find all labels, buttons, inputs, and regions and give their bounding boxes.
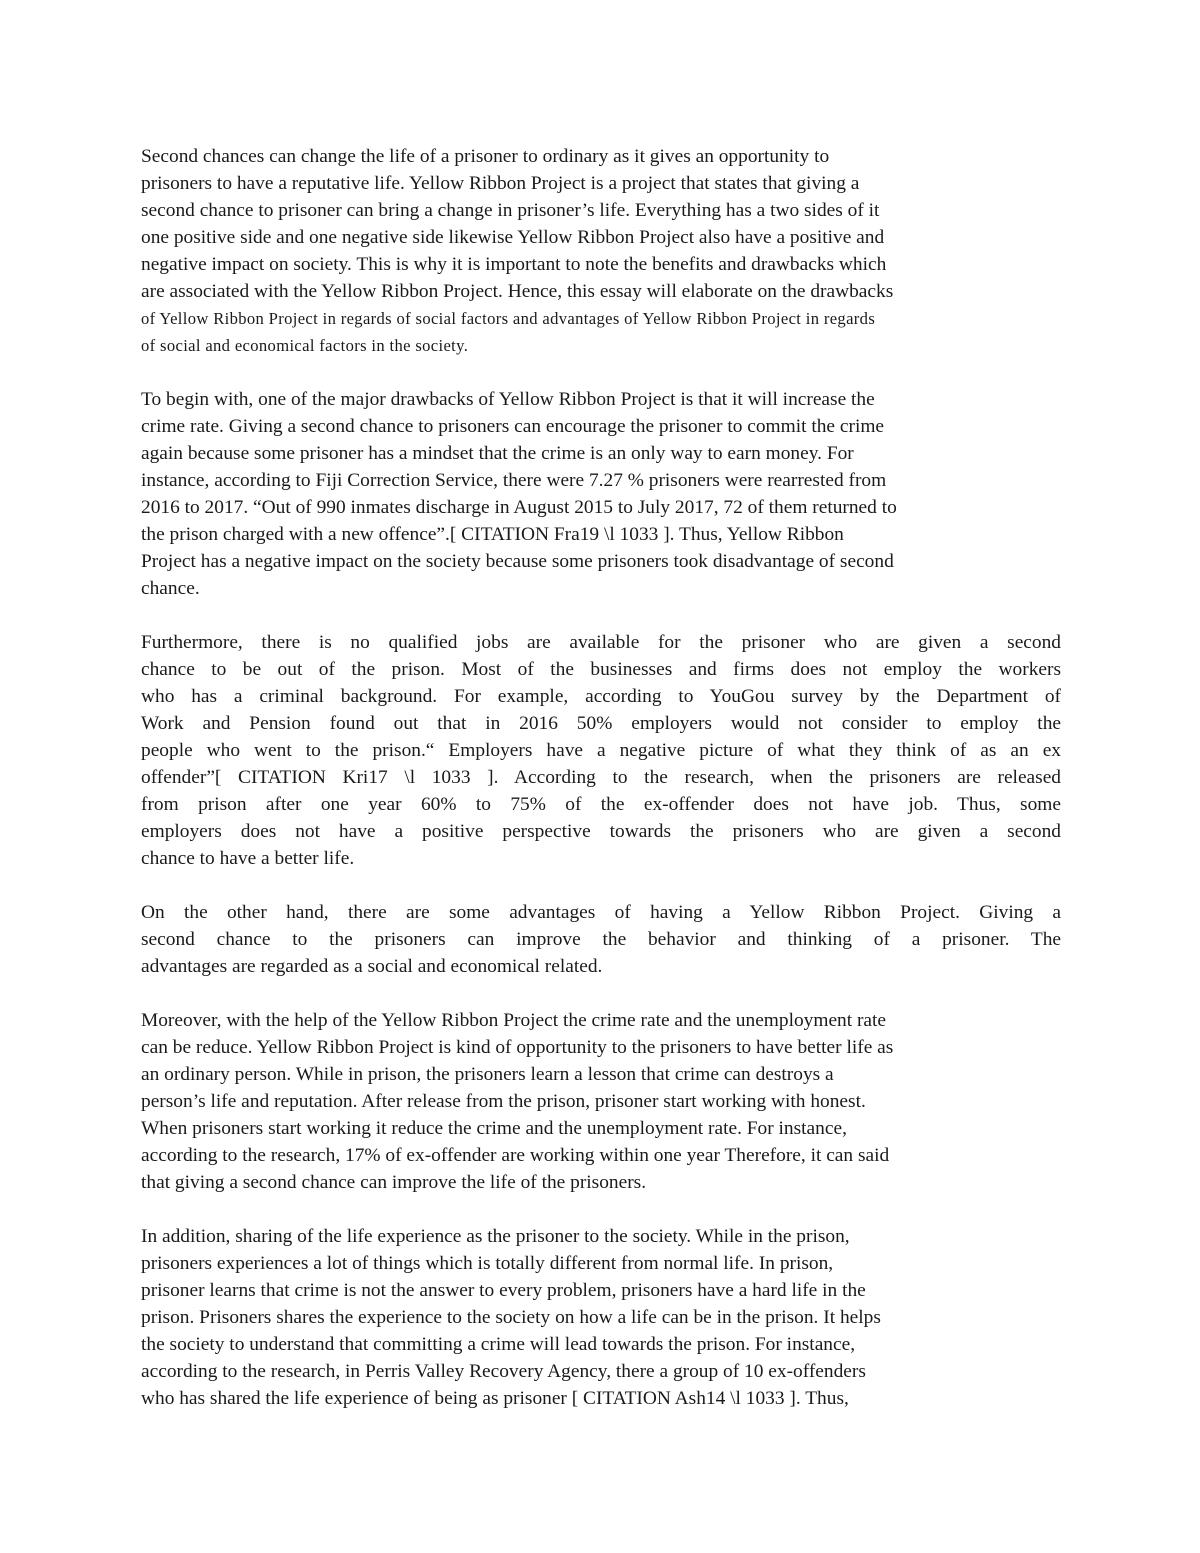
text-line: chance to be out of the prison. Most of the businesses and firms does not employ the workers (141, 659, 1061, 680)
paragraph-advantages (141, 899, 1061, 980)
text-line: instance, according to Fiji Correction Service, there were 7.27 % prisoners were rearrested from (141, 470, 887, 491)
text-line: chance to have a better life. (141, 848, 355, 869)
paragraph-crime-rate (141, 386, 1061, 602)
text-line: one positive side and one negative side likewise Yellow Ribbon Project also have a positive and (141, 227, 885, 248)
text-line: from prison after one year 60% to 75% of the ex-offender does not have job. Thus, some (141, 794, 1061, 815)
text-line: the society to understand that committing a crime will lead towards the prison. For instance, (141, 1334, 856, 1355)
text-line: prisoners to have a reputative life. Yellow Ribbon Project is a project that states that giving a (141, 173, 860, 194)
text-line: When prisoners start working it reduce the crime and the unemployment rate. For instance, (141, 1118, 847, 1139)
text-line: Furthermore, there is no qualified jobs are available for the prisoner who are given a second (141, 632, 1061, 653)
text-line: are associated with the Yellow Ribbon Project. Hence, this essay will elaborate on the drawbacks (141, 281, 894, 302)
text-line: On the other hand, there are some advantages of having a Yellow Ribbon Project. Giving a (141, 902, 1061, 923)
text-line: of Yellow Ribbon Project in regards of social factors and advantages of Yellow Ribbon Project in regards (141, 309, 876, 328)
text-line: people who went to the prison.“ Employers have a negative picture of what they think of as an ex (141, 740, 1061, 761)
text-line: employers does not have a positive perspective towards the prisoners who are given a second (141, 821, 1061, 842)
text-line: an ordinary person. While in prison, the prisoners learn a lesson that crime can destroys a (141, 1064, 834, 1085)
text-line: Project has a negative impact on the society because some prisoners took disadvantage of second (141, 551, 894, 572)
text-line: prison. Prisoners shares the experience to the society on how a life can be in the prison. It helps (141, 1307, 881, 1328)
text-line: person’s life and reputation. After release from the prison, prisoner start working with honest. (141, 1091, 866, 1112)
paragraph-unemployment (141, 1007, 1061, 1196)
paragraph-experience (141, 1223, 1061, 1412)
text-line: who has shared the life experience of being as prisoner [ CITATION Ash14 \l 1033 ]. Thus, (141, 1388, 849, 1409)
text-line: according to the research, in Perris Valley Recovery Agency, there a group of 10 ex-offenders (141, 1361, 866, 1382)
text-line: according to the research, 17% of ex-offender are working within one year Therefore, it can said (141, 1145, 890, 1166)
text-line: prisoners experiences a lot of things which is totally different from normal life. In prison, (141, 1253, 834, 1274)
text-line: advantages are regarded as a social and economical related. (141, 956, 603, 977)
text-line: second chance to the prisoners can improve the behavior and thinking of a prisoner. The (141, 929, 1061, 950)
text-line: Moreover, with the help of the Yellow Ribbon Project the crime rate and the unemployment rate (141, 1010, 887, 1031)
text-line: second chance to prisoner can bring a change in prisoner’s life. Everything has a two sides of it (141, 200, 880, 221)
text-line: prisoner learns that crime is not the answer to every problem, prisoners have a hard life in the (141, 1280, 866, 1301)
text-line: crime rate. Giving a second chance to prisoners can encourage the prisoner to commit the crime (141, 416, 885, 437)
text-line: 2016 to 2017. “Out of 990 inmates discharge in August 2015 to July 2017, 72 of them returned to (141, 497, 897, 518)
essay-body (141, 143, 1061, 1439)
text-line: can be reduce. Yellow Ribbon Project is kind of opportunity to the prisoners to have better life as (141, 1037, 894, 1058)
text-line: Work and Pension found out that in 2016 50% employers would not consider to employ the (141, 713, 1061, 734)
text-line: To begin with, one of the major drawbacks of Yellow Ribbon Project is that it will increase the (141, 389, 875, 410)
text-line: Second chances can change the life of a prisoner to ordinary as it gives an opportunity to (141, 146, 830, 167)
text-line: again because some prisoner has a mindset that the crime is an only way to earn money. For (141, 443, 854, 464)
paragraph-intro (141, 143, 1061, 359)
text-line: of social and economical factors in the society. (141, 336, 469, 355)
text-line: negative impact on society. This is why it is important to note the benefits and drawbacks which (141, 254, 887, 275)
text-line: the prison charged with a new offence”.[ CITATION Fra19 \l 1033 ]. Thus, Yellow Ribbon (141, 524, 844, 545)
paragraph-jobs (141, 629, 1061, 872)
text-line: who has a criminal background. For example, according to YouGou survey by the Department of (141, 686, 1061, 707)
text-line: In addition, sharing of the life experience as the prisoner to the society. While in the prison, (141, 1226, 850, 1247)
text-line: chance. (141, 578, 200, 599)
text-line: that giving a second chance can improve the life of the prisoners. (141, 1172, 647, 1193)
text-line: offender”[ CITATION Kri17 \l 1033 ]. According to the research, when the prisoners are released (141, 767, 1061, 788)
